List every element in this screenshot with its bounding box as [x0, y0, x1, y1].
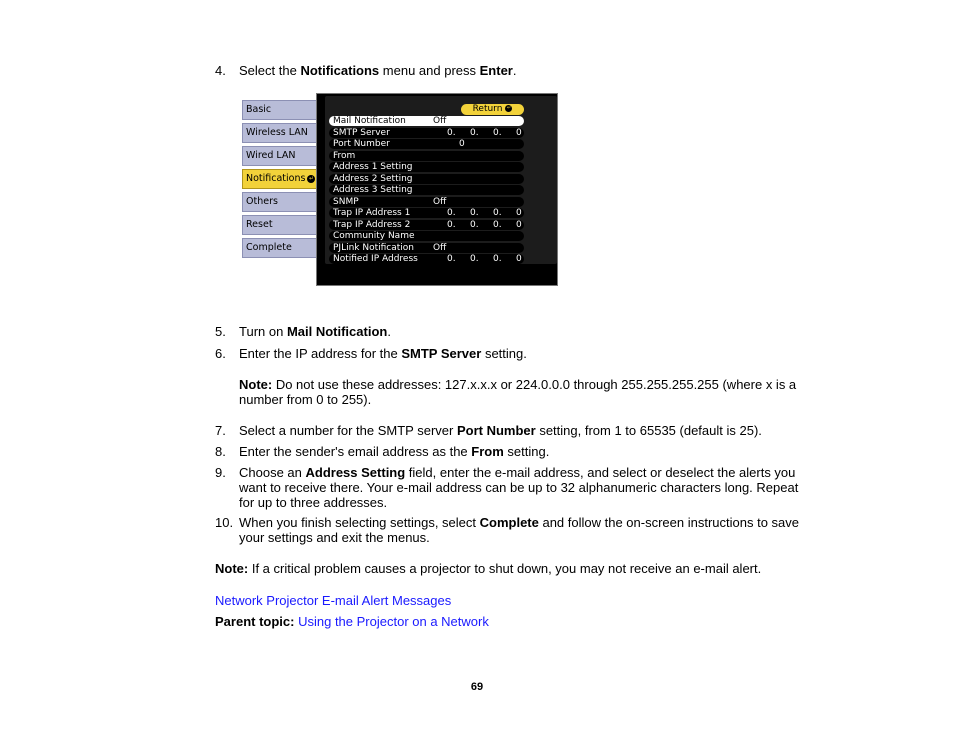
- menu-row-smtp-server: SMTP Server 0. 0. 0. 0: [329, 128, 524, 138]
- step-number: 5.: [215, 324, 226, 339]
- sidebar-item-reset: Reset: [242, 215, 318, 235]
- step-6-text: Enter the IP address for the SMTP Server setting.: [239, 346, 527, 361]
- step-4-text: Select the Notifications menu and press Enter.: [239, 63, 517, 78]
- sidebar-item-wired-lan: Wired LAN: [242, 146, 318, 166]
- projector-menu-screenshot: [240, 93, 560, 287]
- step-number: 9.: [215, 465, 226, 480]
- note-ip-addresses: Note: Do not use these addresses: 127.x.x.x or 224.0.0.0 through 255.255.255.255 (where x is a number from 0 to 255).: [239, 377, 797, 407]
- sidebar-item-basic: Basic: [242, 100, 318, 120]
- enter-icon: ↵: [506, 105, 512, 111]
- sidebar-item-wireless-lan: Wireless LAN: [242, 123, 318, 143]
- step-number: 10.: [215, 515, 234, 530]
- step-number: 6.: [215, 346, 226, 361]
- sidebar-item-others: Others: [242, 192, 318, 212]
- menu-row-port-number: Port Number 0: [329, 139, 524, 149]
- menu-row-address-3: Address 3 Setting: [329, 185, 524, 195]
- related-topic-link[interactable]: Network Projector E-mail Alert Messages: [215, 593, 452, 608]
- step-8-text: Enter the sender's email address as the From setting.: [239, 444, 550, 459]
- menu-row-trap-ip-1: Trap IP Address 1 0. 0. 0. 0: [329, 208, 524, 218]
- step-7-text: Select a number for the SMTP server Port Number setting, from 1 to 65535 (default is 25).: [239, 423, 762, 438]
- note-critical-problem: Note: If a critical problem causes a projector to shut down, you may not receive an e-mail alert.: [215, 561, 762, 576]
- sidebar-item-complete: Complete: [242, 238, 318, 258]
- menu-panel: [316, 93, 558, 286]
- menu-row-trap-ip-2: Trap IP Address 2 0. 0. 0. 0: [329, 220, 524, 230]
- menu-row-from: From: [329, 151, 524, 161]
- menu-row-address-2: Address 2 Setting: [329, 174, 524, 184]
- step-9-text: Choose an Address Setting field, enter the e-mail address, and select or deselect the alerts you want to receive there. Your e-mail address can be up to 32 alphanumeric characters long. Repeat for up to three addresses.: [239, 465, 799, 510]
- parent-topic-link[interactable]: Using the Projector on a Network: [298, 614, 489, 629]
- menu-row-community-name: Community Name: [329, 231, 524, 241]
- related-link-row: [215, 593, 451, 608]
- enter-icon: ↵: [308, 174, 314, 182]
- menu-row-pjlink-notification: PJLink Notification Off: [329, 243, 524, 253]
- step-number: 7.: [215, 423, 226, 438]
- step-number: 4.: [215, 63, 226, 78]
- sidebar-item-notifications: Notifications ↵: [242, 169, 318, 189]
- menu-row-address-1: Address 1 Setting: [329, 162, 524, 172]
- menu-row-snmp: SNMP Off: [329, 197, 524, 207]
- menu-row-notified-ip: Notified IP Address 0. 0. 0. 0: [329, 254, 524, 264]
- page-number: 69: [470, 681, 484, 693]
- step-number: 8.: [215, 444, 226, 459]
- step-5-text: Turn on Mail Notification.: [239, 324, 391, 339]
- step-10-text: When you finish selecting settings, select Complete and follow the on-screen instructions to save your settings and exit the menus.: [239, 515, 799, 545]
- parent-topic: Parent topic: Using the Projector on a Network: [215, 614, 489, 629]
- menu-row-mail-notification: Mail Notification Off: [329, 116, 524, 126]
- return-button: Return ↵: [461, 104, 524, 115]
